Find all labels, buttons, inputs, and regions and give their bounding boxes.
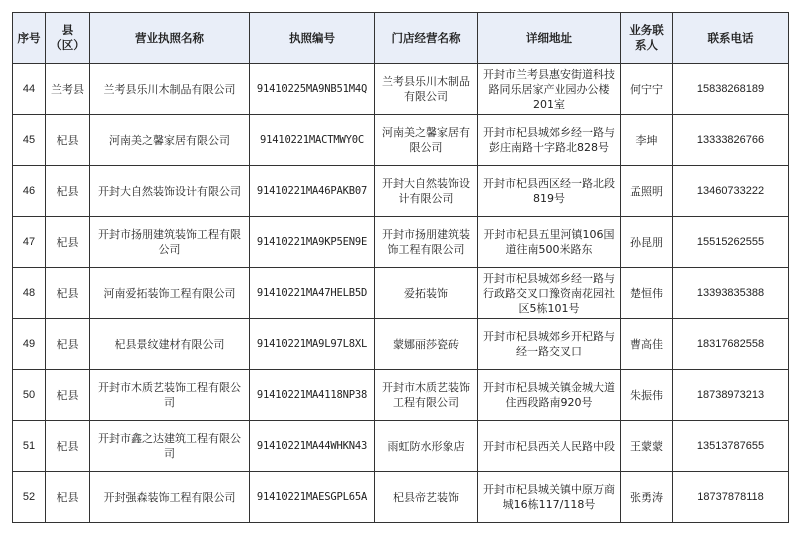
cell-contact: 何宁宁 [621,64,673,115]
cell-phone: 18737878118 [673,472,789,523]
cell-store-name: 蒙娜丽莎瓷砖 [375,319,478,370]
cell-license-name: 开封大自然装饰设计有限公司 [90,166,250,217]
cell-county: 杞县 [46,115,90,166]
cell-contact: 孙昆朋 [621,217,673,268]
cell-store-name: 兰考县乐川木制品有限公司 [375,64,478,115]
merchant-table [12,12,789,523]
cell-store-name: 开封市木质艺装饰工程有限公司 [375,370,478,421]
header-contact: 业务联系人 [621,13,673,64]
cell-county: 杞县 [46,472,90,523]
cell-contact: 朱振伟 [621,370,673,421]
cell-address: 开封市杞县城郊乡经一路与行政路交叉口豫资南花园社区5栋101号 [478,268,621,319]
cell-phone: 15838268189 [673,64,789,115]
cell-phone: 13513787655 [673,421,789,472]
cell-phone: 13393835388 [673,268,789,319]
cell-license-name: 兰考县乐川木制品有限公司 [90,64,250,115]
cell-county: 杞县 [46,166,90,217]
cell-license-no: 91410221MA4118NP38 [250,370,375,421]
cell-contact: 楚恒伟 [621,268,673,319]
cell-contact: 李坤 [621,115,673,166]
cell-license-name: 开封强森装饰工程有限公司 [90,472,250,523]
cell-address: 开封市杞县城关镇金城大道住西段路南920号 [478,370,621,421]
cell-store-name: 爱拓装饰 [375,268,478,319]
table-row [13,319,789,370]
cell-address: 开封市兰考县惠安街道科技路同乐居家产业园办公楼201室 [478,64,621,115]
cell-license-name: 杞县景纹建材有限公司 [90,319,250,370]
table-row [13,217,789,268]
cell-license-no: 91410221MA9L97L8XL [250,319,375,370]
cell-seq: 50 [13,370,46,421]
cell-phone: 13333826766 [673,115,789,166]
cell-county: 杞县 [46,370,90,421]
cell-phone: 18317682558 [673,319,789,370]
table-row [13,115,789,166]
table-row [13,421,789,472]
cell-store-name: 河南美之馨家居有限公司 [375,115,478,166]
cell-address: 开封市杞县西区经一路北段819号 [478,166,621,217]
cell-contact: 王蒙蒙 [621,421,673,472]
header-address: 详细地址 [478,13,621,64]
cell-license-no: 91410221MA47HELB5D [250,268,375,319]
cell-license-no: 91410221MACTMWY0C [250,115,375,166]
table-row [13,64,789,115]
cell-address: 开封市杞县西关人民路中段 [478,421,621,472]
cell-license-no: 91410221MA46PAKB07 [250,166,375,217]
cell-address: 开封市杞县城郊乡经一路与彭庄南路十字路北828号 [478,115,621,166]
cell-address: 开封市杞县五里河镇106国道往南500米路东 [478,217,621,268]
table-row [13,472,789,523]
cell-store-name: 开封市扬朋建筑装饰工程有限公司 [375,217,478,268]
cell-seq: 46 [13,166,46,217]
cell-address: 开封市杞县城郊乡开杞路与经一路交叉口 [478,319,621,370]
header-county: 县（区） [46,13,90,64]
header-row [13,13,789,64]
cell-store-name: 雨虹防水形象店 [375,421,478,472]
cell-county: 杞县 [46,319,90,370]
table-row [13,166,789,217]
cell-store-name: 开封大自然装饰设计有限公司 [375,166,478,217]
header-phone: 联系电话 [673,13,789,64]
cell-contact: 孟照明 [621,166,673,217]
cell-county: 杞县 [46,217,90,268]
cell-contact: 张勇涛 [621,472,673,523]
cell-store-name: 杞县帝艺装饰 [375,472,478,523]
cell-phone: 18738973213 [673,370,789,421]
cell-license-name: 开封市木质艺装饰工程有限公司 [90,370,250,421]
cell-seq: 44 [13,64,46,115]
cell-address: 开封市杞县城关镇中原万商城16栋117/118号 [478,472,621,523]
cell-seq: 48 [13,268,46,319]
cell-phone: 15515262555 [673,217,789,268]
cell-license-no: 91410221MAESGPL65A [250,472,375,523]
cell-phone: 13460733222 [673,166,789,217]
cell-license-name: 开封市鑫之达建筑工程有限公司 [90,421,250,472]
cell-license-no: 91410225MA9NB51M4Q [250,64,375,115]
header-seq: 序号 [13,13,46,64]
table-row [13,268,789,319]
header-license-no: 执照编号 [250,13,375,64]
cell-license-name: 开封市扬朋建筑装饰工程有限公司 [90,217,250,268]
cell-seq: 52 [13,472,46,523]
cell-county: 兰考县 [46,64,90,115]
cell-license-no: 91410221MA9KP5EN9E [250,217,375,268]
cell-seq: 45 [13,115,46,166]
cell-county: 杞县 [46,268,90,319]
table-row [13,370,789,421]
cell-license-name: 河南爱拓装饰工程有限公司 [90,268,250,319]
cell-seq: 47 [13,217,46,268]
header-store-name: 门店经营名称 [375,13,478,64]
cell-seq: 49 [13,319,46,370]
header-license-name: 营业执照名称 [90,13,250,64]
cell-license-name: 河南美之馨家居有限公司 [90,115,250,166]
cell-contact: 曹高佳 [621,319,673,370]
cell-license-no: 91410221MA44WHKN43 [250,421,375,472]
cell-seq: 51 [13,421,46,472]
cell-county: 杞县 [46,421,90,472]
